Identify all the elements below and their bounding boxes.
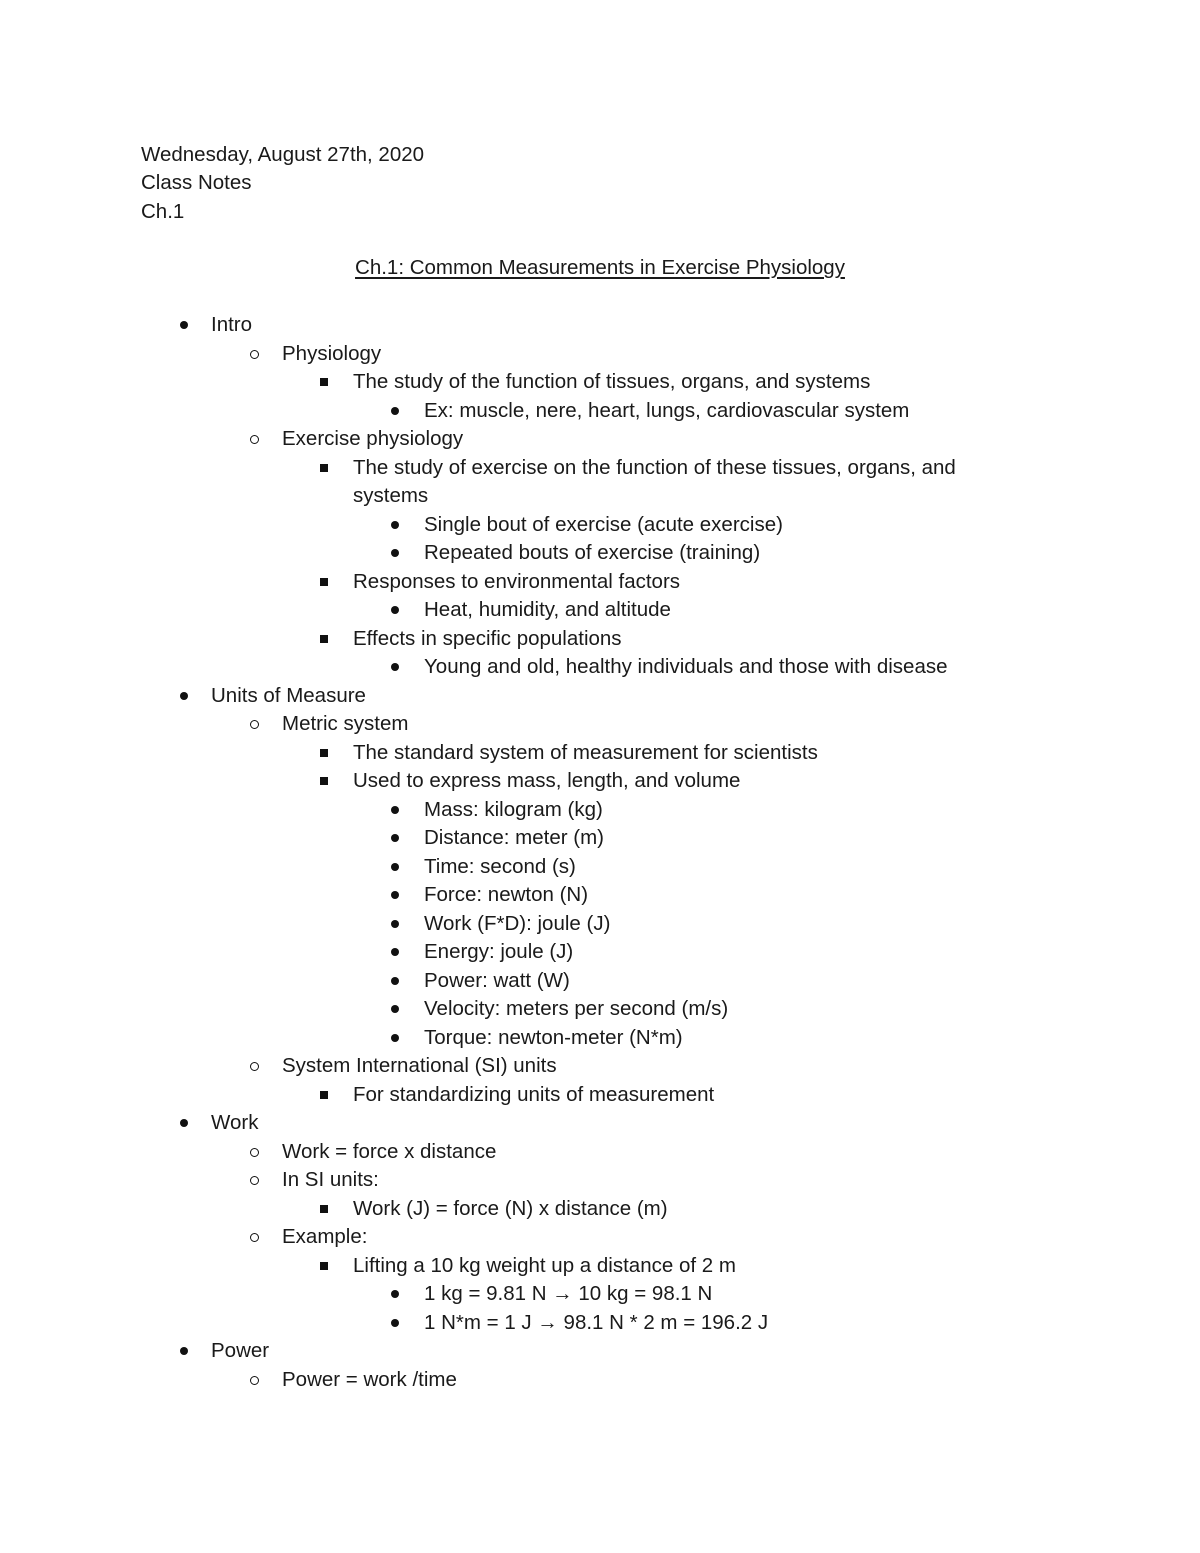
detail-item: [0, 1024, 1200, 1053]
item-text: Exercise physiology: [282, 427, 464, 450]
circle-bullet-icon: [250, 435, 259, 444]
circle-bullet-icon: [250, 720, 259, 729]
disc-bullet-icon: [391, 521, 399, 529]
item-text: Metric system: [282, 712, 409, 735]
detail-item: [0, 511, 1200, 540]
circle-bullet-icon: [250, 1062, 259, 1071]
item-text: Single bout of exercise (acute exercise): [424, 512, 783, 536]
circle-bullet-icon: [250, 1148, 259, 1157]
item-text: The study of exercise on the function of these tissues, organs, and systems: [353, 455, 956, 507]
circle-bullet-icon: [250, 1176, 259, 1185]
item-text: Velocity: meters per second (m/s): [424, 997, 729, 1020]
sub-sub-item: [0, 568, 1200, 597]
item-text: Work = force x distance: [282, 1139, 497, 1163]
disc-bullet-icon: [180, 1119, 188, 1127]
disc-bullet-icon: [391, 407, 399, 415]
disc-bullet-icon: [391, 863, 399, 871]
item-text: Ex: muscle, nere, heart, lungs, cardiovascular system: [424, 398, 910, 422]
disc-bullet-icon: [180, 321, 188, 329]
item-text: Units of Measure: [211, 683, 366, 707]
sub-sub-item: [0, 767, 1200, 796]
item-text: For standardizing units of measurement: [353, 1082, 715, 1106]
item-text: 1 kg = 9.81 N → 10 kg = 98.1 N: [424, 1282, 713, 1305]
item-text: Work (F*D): joule (J): [424, 911, 611, 935]
sub-sub-item: [0, 1252, 1200, 1281]
square-bullet-icon: [320, 777, 328, 785]
disc-bullet-icon: [180, 692, 188, 700]
top-level-item: [0, 682, 1200, 711]
square-bullet-icon: [320, 1262, 328, 1270]
sub-item: [0, 1166, 1200, 1195]
subtitle-line: Class Notes: [141, 171, 252, 194]
disc-bullet-icon: [391, 1319, 399, 1327]
disc-bullet-icon: [391, 806, 399, 814]
square-bullet-icon: [320, 635, 328, 643]
item-text: Force: newton (N): [424, 883, 589, 906]
disc-bullet-icon: [391, 891, 399, 899]
date-line: Wednesday, August 27th, 2020: [141, 143, 425, 166]
top-level-item: [0, 311, 1200, 340]
item-text: Torque: newton-meter (N*m): [424, 1025, 683, 1049]
square-bullet-icon: [320, 378, 328, 386]
item-text: The standard system of measurement for scientists: [353, 740, 818, 764]
square-bullet-icon: [320, 1091, 328, 1099]
sub-item: [0, 1366, 1200, 1395]
item-text: Mass: kilogram (kg): [424, 797, 603, 821]
disc-bullet-icon: [391, 663, 399, 671]
item-text: Example:: [282, 1225, 368, 1248]
disc-bullet-icon: [391, 834, 399, 842]
disc-bullet-icon: [391, 1034, 399, 1042]
disc-bullet-icon: [180, 1347, 188, 1355]
top-level-item: [0, 1337, 1200, 1366]
square-bullet-icon: [320, 464, 328, 472]
sub-sub-item: [0, 1195, 1200, 1224]
item-text: Power: watt (W): [424, 968, 570, 992]
disc-bullet-icon: [391, 1290, 399, 1298]
item-text: Young and old, healthy individuals and those with disease: [424, 655, 948, 678]
page-title: Ch.1: Common Measurements in Exercise Physiology: [355, 256, 845, 279]
sub-item: [0, 710, 1200, 739]
item-text: Time: second (s): [424, 854, 576, 878]
circle-bullet-icon: [250, 1233, 259, 1242]
detail-item: [0, 596, 1200, 625]
item-text: Intro: [211, 313, 253, 336]
sub-sub-item: [0, 368, 1200, 397]
disc-bullet-icon: [391, 1005, 399, 1013]
sub-item: [0, 1052, 1200, 1081]
sub-item: [0, 340, 1200, 369]
sub-item: [0, 1138, 1200, 1167]
item-text: Power = work /time: [282, 1367, 457, 1391]
detail-item: [0, 1280, 1200, 1309]
detail-item: [0, 881, 1200, 910]
detail-item: [0, 995, 1200, 1024]
sub-item: [0, 425, 1200, 454]
square-bullet-icon: [320, 749, 328, 757]
square-bullet-icon: [320, 578, 328, 586]
detail-item: [0, 1309, 1200, 1338]
sub-sub-item: [0, 454, 1200, 511]
item-text: Power: [211, 1339, 270, 1362]
item-text: System International (SI) units: [282, 1054, 557, 1077]
item-text: Repeated bouts of exercise (training): [424, 541, 761, 564]
detail-item: [0, 539, 1200, 568]
chapter-line: Ch.1: [141, 200, 185, 223]
sub-sub-item: [0, 625, 1200, 654]
item-text: Used to express mass, length, and volume: [353, 769, 741, 792]
item-text: 1 N*m = 1 J → 98.1 N * 2 m = 196.2 J: [424, 1310, 769, 1334]
sub-sub-item: [0, 739, 1200, 768]
square-bullet-icon: [320, 1205, 328, 1213]
item-text: Work (J) = force (N) x distance (m): [353, 1196, 668, 1220]
detail-item: [0, 910, 1200, 939]
disc-bullet-icon: [391, 606, 399, 614]
item-text: Physiology: [282, 341, 382, 365]
item-text: Energy: joule (J): [424, 940, 574, 963]
detail-item: [0, 938, 1200, 967]
item-text: Effects in specific populations: [353, 626, 622, 650]
disc-bullet-icon: [391, 549, 399, 557]
item-text: Responses to environmental factors: [353, 569, 681, 593]
sub-item: [0, 1223, 1200, 1252]
item-text: Distance: meter (m): [424, 826, 604, 849]
detail-item: [0, 653, 1200, 682]
item-text: Work: [211, 1111, 259, 1134]
disc-bullet-icon: [391, 920, 399, 928]
detail-item: [0, 967, 1200, 996]
item-text: Heat, humidity, and altitude: [424, 598, 671, 621]
detail-item: [0, 796, 1200, 825]
circle-bullet-icon: [250, 1376, 259, 1385]
sub-sub-item: [0, 1081, 1200, 1110]
item-text: Lifting a 10 kg weight up a distance of 2 m: [353, 1253, 736, 1277]
item-text: In SI units:: [282, 1168, 379, 1191]
detail-item: [0, 853, 1200, 882]
disc-bullet-icon: [391, 948, 399, 956]
disc-bullet-icon: [391, 977, 399, 985]
top-level-item: [0, 1109, 1200, 1138]
item-text: The study of the function of tissues, organs, and systems: [353, 370, 871, 393]
circle-bullet-icon: [250, 350, 259, 359]
detail-item: [0, 397, 1200, 426]
detail-item: [0, 824, 1200, 853]
